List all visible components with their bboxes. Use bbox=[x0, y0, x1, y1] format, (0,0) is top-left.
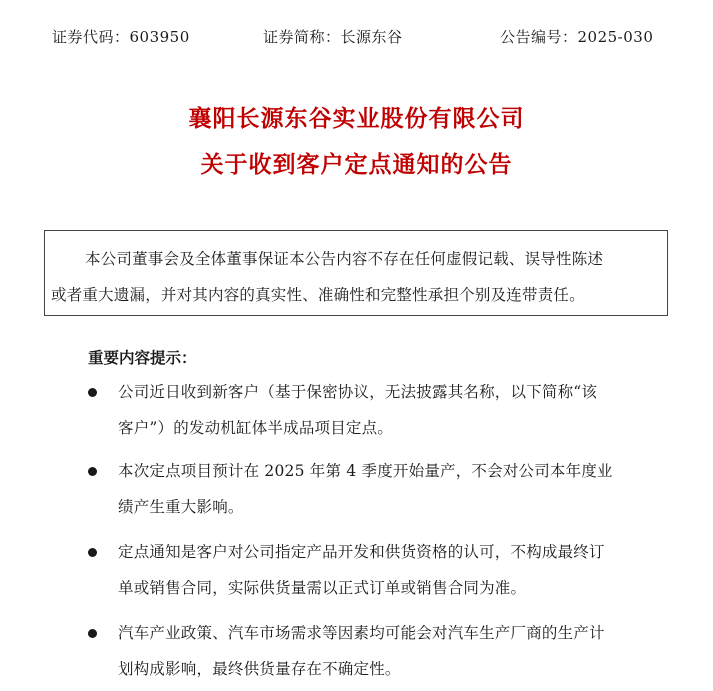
key-points-heading: 重要内容提示： bbox=[88, 349, 197, 367]
company-title: 襄阳长源东谷实业股份有限公司 bbox=[188, 106, 525, 132]
key-point-text: 客户”）的发动机缸体半成品项目定点。 bbox=[118, 419, 394, 437]
board-statement-box bbox=[44, 230, 668, 316]
key-point-text: 本次定点项目预计在 2025 年第 4 季度开始量产，不会对公司本年度业 bbox=[118, 462, 613, 480]
announcement-title: 关于收到客户定点通知的公告 bbox=[200, 152, 513, 178]
key-point-text: 定点通知是客户对公司指定产品开发和供货资格的认可，不构成最终订 bbox=[118, 543, 605, 561]
announcement-number: 公告编号：2025-030 bbox=[500, 28, 654, 46]
stock-short-name: 证券简称：长源东谷 bbox=[263, 28, 403, 46]
stock-code: 证券代码：603950 bbox=[52, 28, 190, 46]
key-point-text: 绩产生重大影响。 bbox=[118, 498, 244, 516]
key-point-text: 汽车产业政策、汽车市场需求等因素均可能会对汽车生产厂商的生产计 bbox=[118, 624, 605, 642]
board-statement-line: 本公司董事会及全体董事保证本公告内容不存在任何虚假记载、误导性陈述 bbox=[85, 250, 604, 268]
board-statement-line: 或者重大遗漏，并对其内容的真实性、准确性和完整性承担个别及连带责任。 bbox=[51, 286, 585, 304]
bullet-icon bbox=[88, 388, 97, 397]
bullet-icon bbox=[88, 629, 97, 638]
key-point-text: 单或销售合同，实际供货量需以正式订单或销售合同为准。 bbox=[118, 579, 527, 597]
bullet-icon bbox=[88, 467, 97, 476]
key-point-text: 划构成影响，最终供货量存在不确定性。 bbox=[118, 660, 401, 678]
key-point-text: 公司近日收到新客户（基于保密协议，无法披露其名称，以下简称“该 bbox=[118, 383, 598, 401]
document-header bbox=[0, 26, 713, 50]
bullet-icon bbox=[88, 548, 97, 557]
